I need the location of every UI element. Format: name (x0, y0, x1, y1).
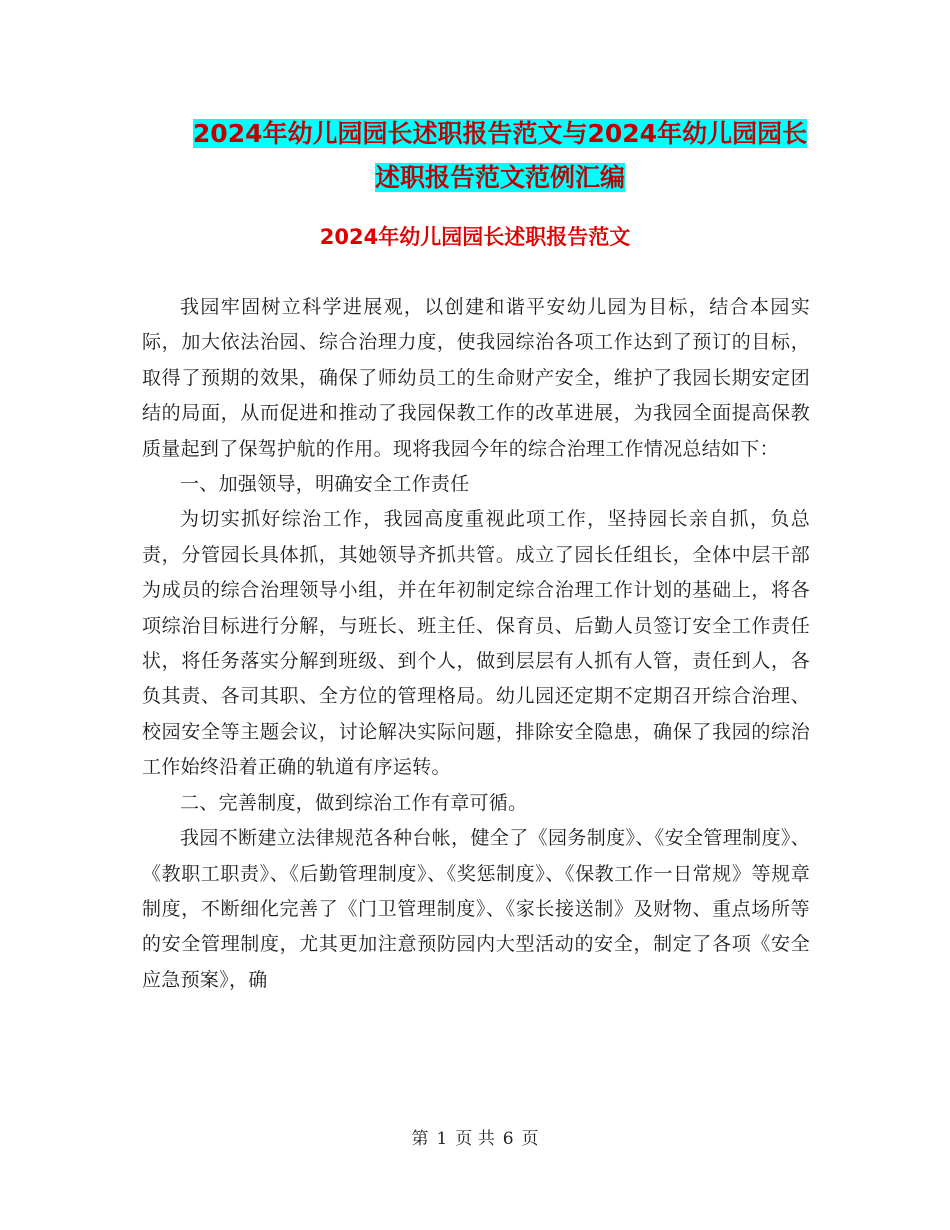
page-footer (0, 1124, 950, 1149)
paragraph-intro: 我园牢固树立科学进展观，以创建和谐平安幼儿园为目标，结合本园实际，加大依法治园、综合治理力度，使我园综治各项工作达到了预订的目标，取得了预期的效果，确保了师幼员工的生命财产安全，维护了我园长期安定团结的局面，从而促进和推动了我园保教工作的改革进展，为我园全面提高保教质量起到了保驾护航的作用。现将我园今年的综合治理工作情况总结如下： (142, 296, 810, 460)
document-title (150, 112, 850, 200)
section-title: 2024年幼儿园园长述职报告范文 (319, 225, 631, 249)
footer-current-page: 1 (436, 1129, 448, 1149)
footer-middle: 页 共 (455, 1129, 495, 1149)
paragraph-section-2: 我园不断建立法律规范各种台帐，健全了《园务制度》、《安全管理制度》、《教职工职责》、《后勤管理制度》、《奖惩制度》、《保教工作一日常规》等规章制度，不断细化完善了《门卫管理制度》、《家长接送制》及财物、重点场所等的安全管理制度，尤其更加注意预防园内大型活动的安全，制定了各项《安全应急预案》，确 (142, 827, 810, 991)
title-line-1: 2024年幼儿园园长述职报告范文与2024年幼儿园园长 (192, 119, 808, 148)
document-body (142, 290, 810, 998)
paragraph-section-1: 为切实抓好综治工作，我园高度重视此项工作，坚持园长亲自抓，负总责，分管园长具体抓，其她领导齐抓共管。成立了园长任组长，全体中层干部为成员的综合治理领导小组，并在年初制定综合治理工作计划的基础上，将各项综治目标进行分解，与班长、班主任、保育员、后勤人员签订安全工作责任状，将任务落实分解到班级、到个人，做到层层有人抓有人管，责任到人，各负其责、各司其职、全方位的管理格局。幼儿园还定期不定期召开综合治理、校园安全等主题会议，讨论解决实际问题，排除安全隐患，确保了我园的综治工作始终沿着正确的轨道有序运转。 (142, 508, 810, 779)
heading-section-2: 二、完善制度，做到综治工作有章可循。 (180, 791, 528, 814)
footer-suffix: 页 (521, 1129, 539, 1149)
heading-section-1: 一、加强领导，明确安全工作责任 (180, 473, 470, 496)
footer-prefix: 第 (411, 1129, 429, 1149)
title-line-2: 述职报告范文范例汇编 (374, 163, 625, 192)
footer-total-pages: 6 (502, 1129, 514, 1149)
